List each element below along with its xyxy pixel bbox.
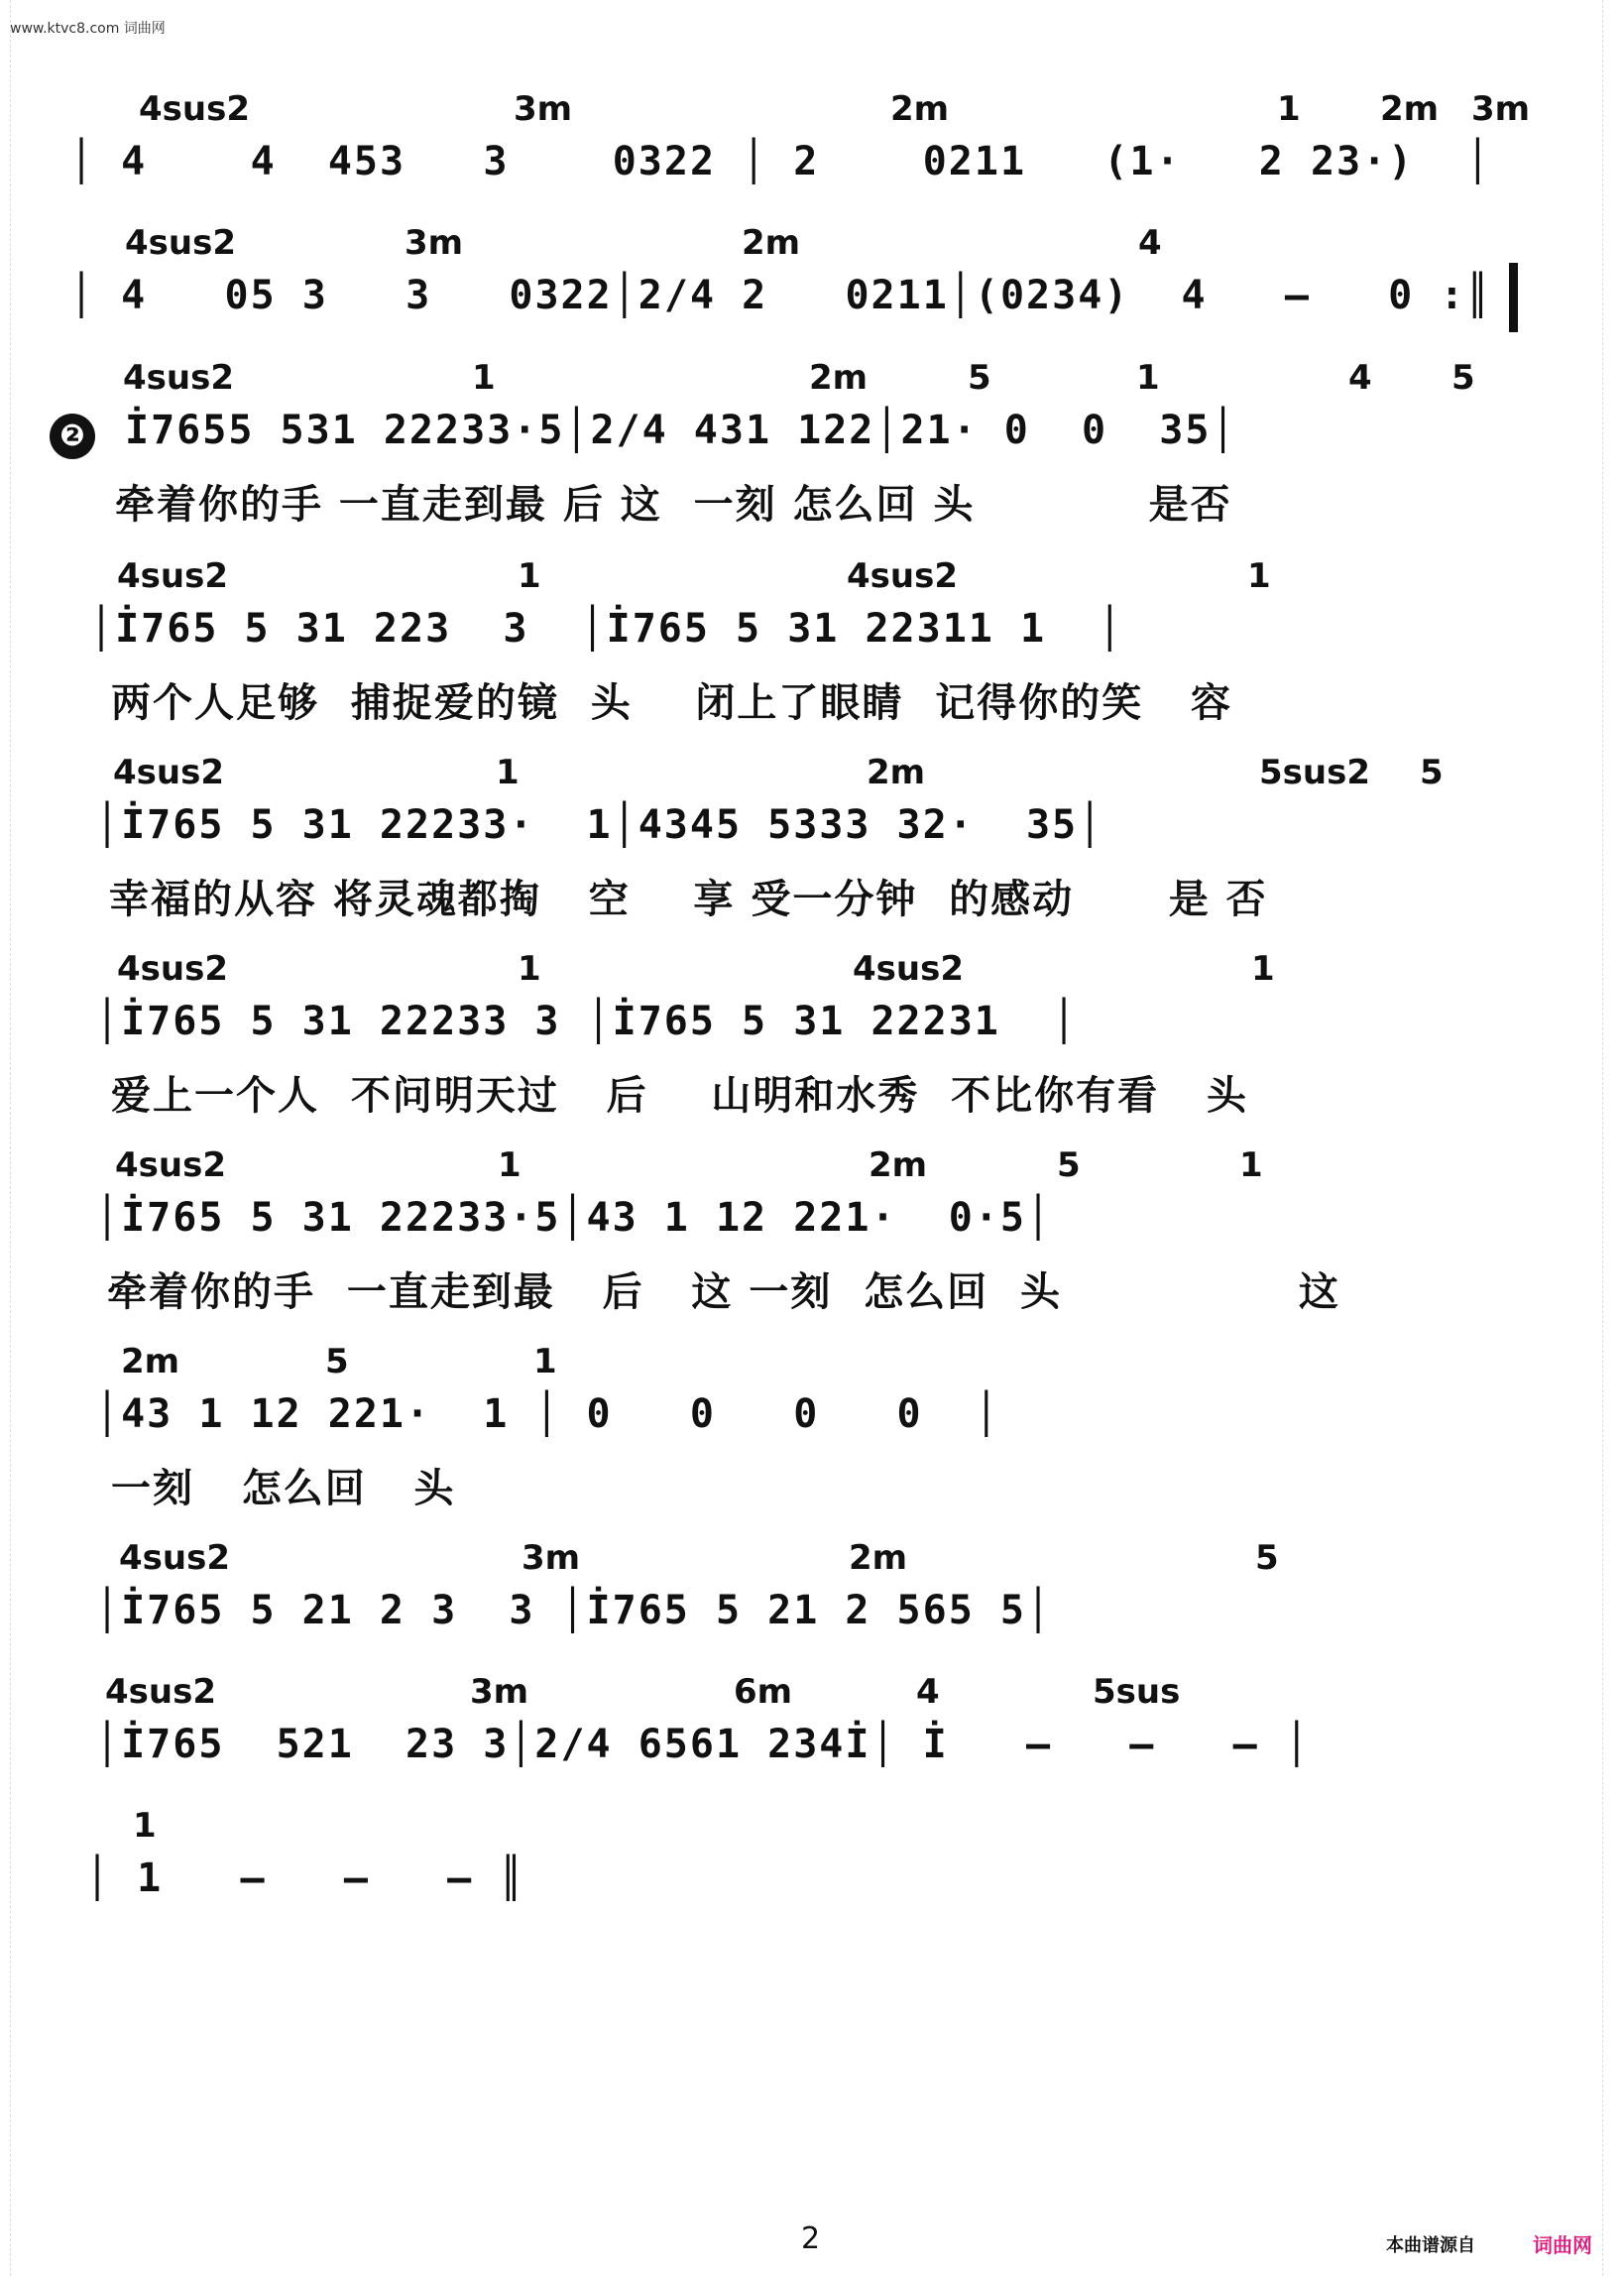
chord: 1 [133, 1806, 157, 1846]
notation-line: İ7655 531 22233·5│2/4 431 122│21· 0 0 35│ [125, 408, 1237, 453]
chord: 5 [325, 1342, 349, 1381]
chord: 3m [522, 1538, 581, 1578]
chord: 4 [916, 1672, 940, 1712]
chord: 3m [514, 89, 573, 129]
chord: 4sus2 [139, 89, 250, 129]
chord: 5 [1255, 1538, 1279, 1578]
chord: 6m [734, 1672, 793, 1712]
chord: 1 [1239, 1145, 1263, 1185]
final-repeat-barline [1509, 263, 1518, 332]
notation-line: │İ765 521 23 3│2/4 6561 234İ│ İ – – – │ [95, 1722, 1311, 1767]
notation-line: │İ765 5 31 22233· 1│4345 5333 32· 35│ [95, 802, 1104, 848]
chord: 2m [1380, 89, 1440, 129]
lyrics-line: 爱上一个人 不问明天过 后 山明和水秀 不比你有看 头 [111, 1073, 1248, 1119]
notation-line: │ 4 4 453 3 0322 │ 2 0211 (1· 2 23·) │ [69, 139, 1492, 184]
chord: 3m [1471, 89, 1531, 129]
chord: 5 [1451, 358, 1475, 398]
notation-line: │İ765 5 31 22233·5│43 1 12 221· 0·5│ [95, 1195, 1053, 1241]
chord: 4sus2 [117, 949, 228, 989]
chord: 2m [849, 1538, 908, 1578]
notation-line: │İ765 5 31 22233 3 │İ765 5 31 22231 │ [95, 999, 1079, 1044]
chord: 4sus2 [119, 1538, 230, 1578]
chord: 4sus2 [115, 1145, 226, 1185]
brand-link[interactable]: 词曲网 [1533, 2233, 1592, 2257]
left-watermark-strip [10, 0, 23, 2276]
notation-line: │ 1 – – – ║ [85, 1856, 525, 1901]
site-header: www.ktvc8.com 词曲网 [10, 21, 166, 37]
lyrics-line: 幸福的从容 将灵魂都掏 空 享 受一分钟 的感动 是 否 [109, 877, 1268, 922]
chord: 4sus2 [117, 556, 228, 596]
chord: 4sus2 [105, 1672, 216, 1712]
notation-line: │İ765 5 31 223 3 │İ765 5 31 22311 1 │ [89, 606, 1124, 652]
chord: 1 [1136, 358, 1160, 398]
chord: 1 [533, 1342, 557, 1381]
lyrics-line: 两个人足够 捕捉爱的镜 头 闭上了眼睛 记得你的笑 容 [111, 680, 1233, 726]
chord: 4sus2 [853, 949, 964, 989]
notation-line: │43 1 12 221· 1 │ 0 0 0 0 │ [95, 1391, 1000, 1437]
chord: 4 [1348, 358, 1372, 398]
chord: 2m [809, 358, 869, 398]
chord: 5sus2 [1259, 753, 1370, 792]
lyrics-line: 一刻 怎么回 头 [111, 1466, 456, 1511]
chord: 2m [869, 1145, 928, 1185]
page-number: 2 [801, 2221, 821, 2256]
chord: 2m [121, 1342, 180, 1381]
section-number-marker: ❷ [50, 414, 95, 459]
chord: 4sus2 [125, 223, 236, 263]
chord: 4sus2 [113, 753, 224, 792]
notation-line: │İ765 5 21 2 3 3 │İ765 5 21 2 565 5│ [95, 1588, 1053, 1633]
chord: 2m [890, 89, 950, 129]
chord: 1 [496, 753, 520, 792]
notation-line: │ 4 05 3 3 0322│2/4 2 0211│(0234) 4 – 0 :║ [69, 273, 1492, 318]
chord: 5 [1420, 753, 1444, 792]
chord: 4sus2 [123, 358, 234, 398]
chord: 1 [1277, 89, 1301, 129]
lyrics-line: 牵着你的手 一直走到最 后 这 一刻 怎么回 头 是否 [115, 482, 1232, 528]
lyrics-line: 牵着你的手 一直走到最 后 这 一刻 怎么回 头 这 [107, 1269, 1340, 1315]
chord: 4sus2 [847, 556, 958, 596]
chord: 1 [1251, 949, 1275, 989]
chord: 5 [968, 358, 991, 398]
chord: 5sus [1093, 1672, 1181, 1712]
chord: 3m [470, 1672, 529, 1712]
source-label: 本曲谱源自 [1386, 2235, 1475, 2256]
chord: 1 [518, 556, 541, 596]
chord: 2m [867, 753, 926, 792]
chord: 2m [742, 223, 801, 263]
chord: 5 [1057, 1145, 1081, 1185]
chord: 1 [1247, 556, 1271, 596]
chord: 4 [1138, 223, 1162, 263]
chord: 3m [405, 223, 464, 263]
right-watermark-strip [1602, 0, 1615, 2276]
chord: 1 [518, 949, 541, 989]
chord: 1 [498, 1145, 522, 1185]
chord: 1 [472, 358, 496, 398]
